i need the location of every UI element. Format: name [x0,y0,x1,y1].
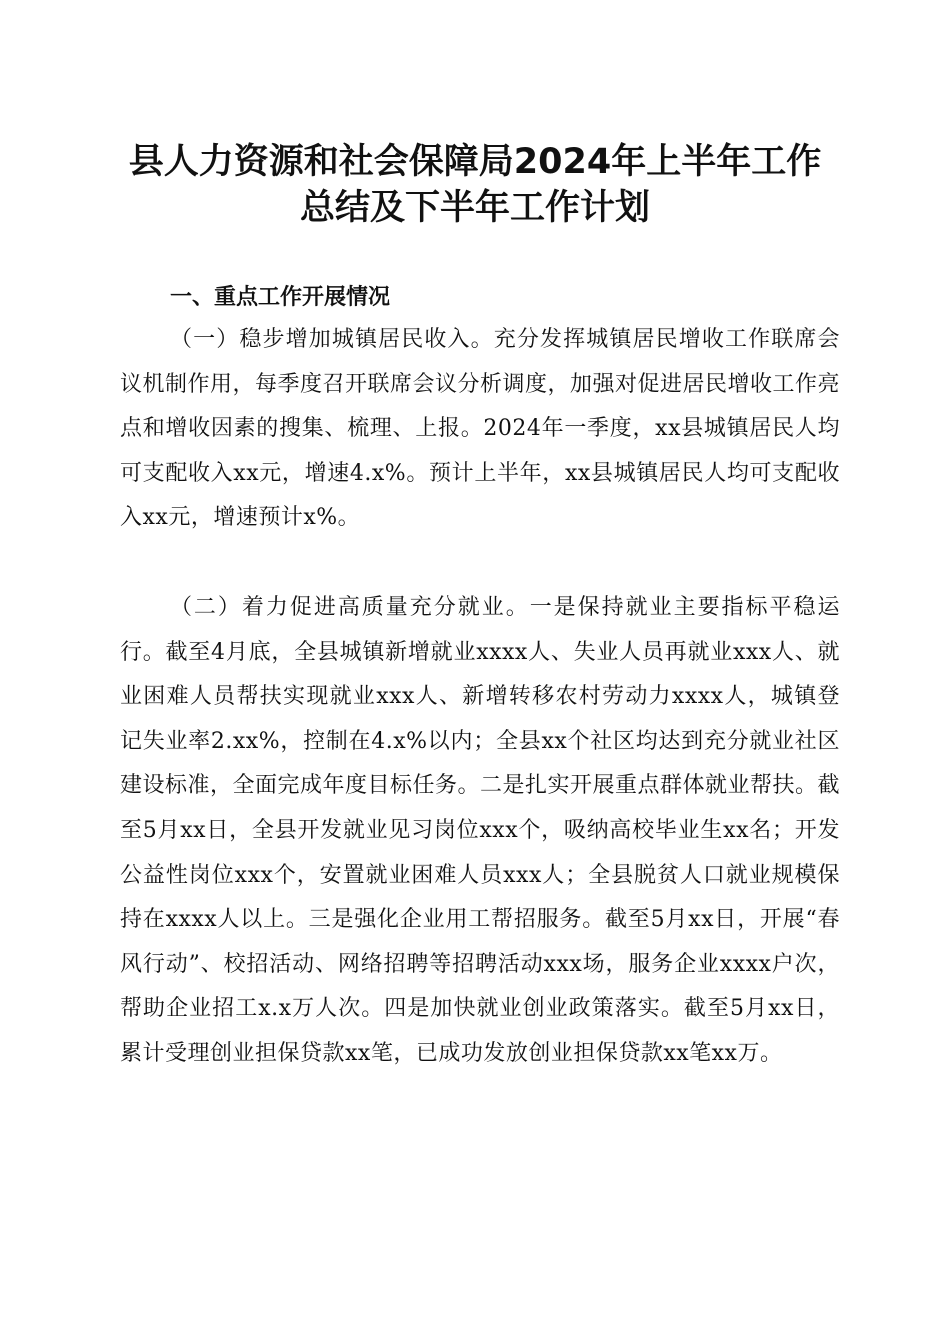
paragraph-income [120,318,840,541]
document-title-line-1: 县人力资源和社会保障局2024年上半年工作 [128,142,822,182]
paragraph-employment [120,586,840,1077]
paragraph-body: 充分发挥城镇居民增收工作联席会议机制作用，每季度召开联席会议分析调度，加强对促进居民增收工作亮点和增收因素的搜集、梳理、上报。2024年一季度，xx县城镇居民人均可支配收入xx元，增速4.x%。预计上半年，xx县城镇居民人均可支配收入xx元，增速预计x%。 [120,327,841,531]
paragraph-body: 一是保持就业主要指标平稳运行。截至4月底，全县城镇新增就业xxxx人、失业人员再就业xxx人、就业困难人员帮扶实现就业xxx人、新增转移农村劳动力xxxx人，城镇登记失业率2.xx%，控制在4.x%以内；全县xx个社区均达到充分就业社区建设标准，全面完成年度目标任务。二是扎实开展重点群体就业帮扶。截至5月xx日，全县开发就业见习岗位xxx个，吸纳高校毕业生xx名；开发公益性岗位xxx个，安置就业困难人员xxx人；全县脱贫人口就业规模保持在xxxx人以上。三是强化企业用工帮招服务。截至5月xx日，开展“春风行动”、校招活动、网络招聘等招聘活动xxx场，服务企业xxxx户次，帮助企业招工x.x万人次。四是加快就业创业政策落实。截至5月xx日，累计受理创业担保贷款xx笔，已成功发放创业担保贷款xx笔xx万。 [120,595,841,1066]
section-heading: 一、重点工作开展情况 [170,285,391,310]
document-title-line-2: 总结及下半年工作计划 [299,188,650,228]
paragraph-lead: （二）着力促进高质量充分就业。 [169,595,530,620]
paragraph-lead: （一）稳步增加城镇居民收入。 [169,327,494,352]
